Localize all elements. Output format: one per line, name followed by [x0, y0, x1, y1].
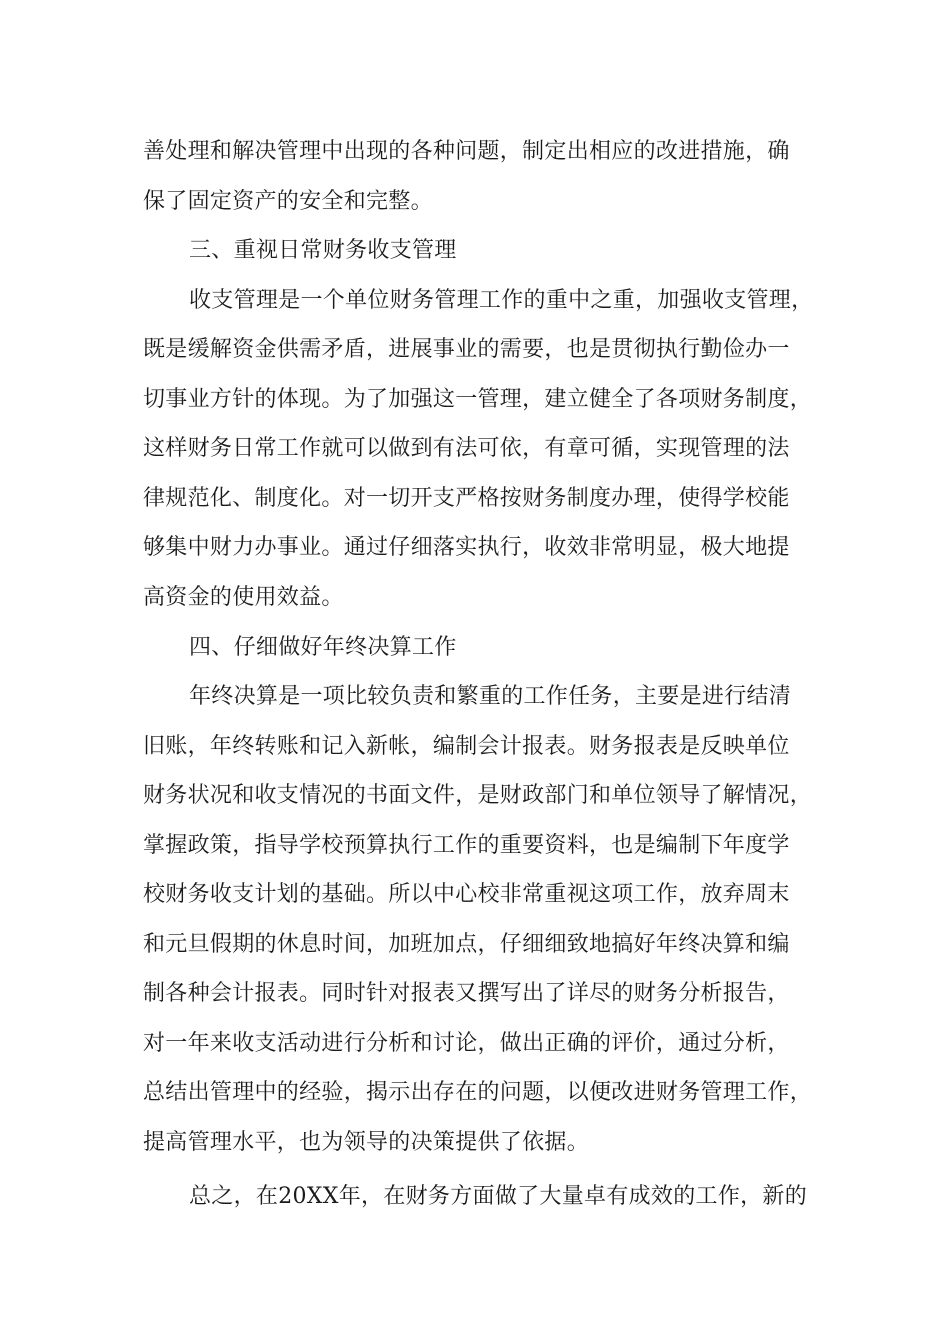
- text-line: 善处理和解决管理中出现的各种问题，制定出相应的改进措施，确: [143, 139, 790, 164]
- text-line: 掌握政策，指导学校预算执行工作的重要资料，也是编制下年度学: [143, 833, 790, 858]
- text-line: 对一年来收支活动进行分析和讨论，做出正确的评价，通过分析，: [143, 1031, 790, 1056]
- text-line: 校财务收支计划的基础。所以中心校非常重视这项工作，放弃周末: [143, 882, 790, 907]
- section-heading: 四、仔细做好年终决算工作: [189, 635, 457, 660]
- text-line: 财务状况和收支情况的书面文件，是财政部门和单位领导了解情况，: [143, 783, 813, 808]
- text-line: 旧账，年终转账和记入新帐，编制会计报表。财务报表是反映单位: [143, 734, 790, 759]
- text-line: 既是缓解资金供需矛盾，进展事业的需要，也是贯彻执行勤俭办一: [143, 337, 790, 362]
- text-line: 提高管理水平，也为领导的决策提供了依据。: [143, 1130, 590, 1155]
- text-line: 收支管理是一个单位财务管理工作的重中之重，加强收支管理，: [189, 288, 814, 313]
- text-line: 这样财务日常工作就可以做到有法可依，有章可循，实现管理的法: [143, 436, 790, 461]
- text-line: 律规范化、制度化。对一切开支严格按财务制度办理，使得学校能: [143, 486, 790, 511]
- text-line: 总结出管理中的经验，揭示出存在的问题，以便改进财务管理工作，: [143, 1080, 813, 1105]
- text-line: 高资金的使用效益。: [143, 585, 344, 610]
- text-line: 年终决算是一项比较负责和繁重的工作任务，主要是进行结清: [189, 684, 792, 709]
- text-line: 保了固定资产的安全和完整。: [143, 189, 433, 214]
- text-line: 切事业方针的体现。为了加强这一管理，建立健全了各项财务制度，: [143, 387, 813, 412]
- text-line: 制各种会计报表。同时针对报表又撰写出了详尽的财务分析报告，: [143, 981, 790, 1006]
- section-heading: 三、重视日常财务收支管理: [189, 238, 457, 263]
- text-line: 和元旦假期的休息时间，加班加点，仔细细致地搞好年终决算和编: [143, 932, 790, 957]
- text-line: 总之，在20XX年，在财务方面做了大量卓有成效的工作，新的: [189, 1184, 808, 1209]
- text-line: 够集中财力办事业。通过仔细落实执行，收效非常明显，极大地提: [143, 535, 790, 560]
